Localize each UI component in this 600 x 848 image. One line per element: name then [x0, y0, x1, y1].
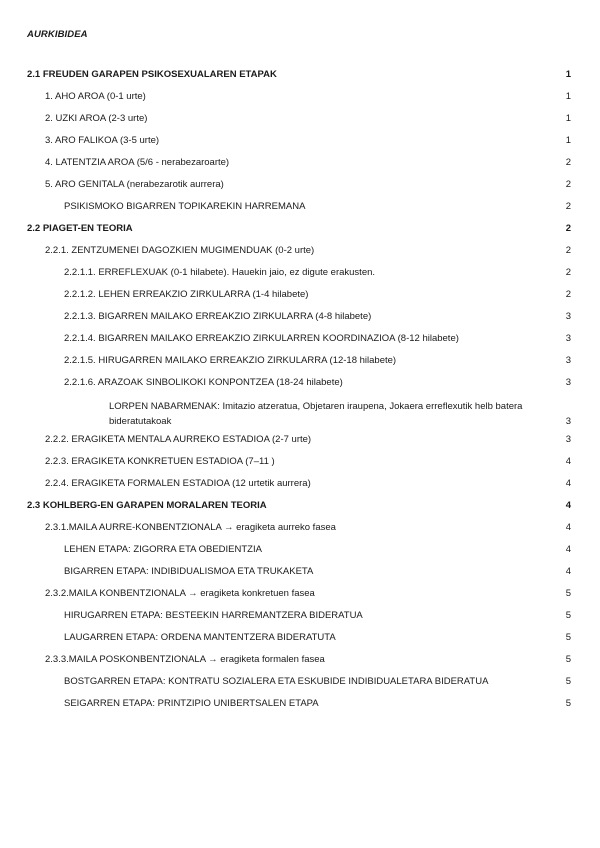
toc-entry[interactable] [27, 152, 571, 174]
toc-page-number: 2 [565, 179, 571, 190]
toc-title: AURKIBIDEA [27, 29, 88, 40]
toc-entry[interactable] [27, 539, 571, 561]
toc-page-number: 1 [565, 69, 571, 80]
toc-page-number: 1 [565, 135, 571, 146]
toc-page-number: 4 [565, 500, 571, 511]
toc-entry-text: 2.2.1.6. ARAZOAK SINBOLIKOKI KONPONTZEA (18-24 hilabete) [64, 377, 343, 388]
toc-entry[interactable] [27, 328, 571, 350]
toc-entry-text: 2.3 KOHLBERG-EN GARAPEN MORALAREN TEORIA [27, 500, 267, 511]
table-of-contents [27, 64, 571, 715]
toc-entry-text: 2.2.3. ERAGIKETA KONKRETUEN ESTADIOA (7–11 ) [45, 456, 275, 467]
toc-page-number: 5 [565, 676, 571, 687]
toc-entry[interactable] [27, 627, 571, 649]
toc-page-number: 1 [565, 91, 571, 102]
toc-entry-text: 2.2.1.4. BIGARREN MAILAKO ERREAKZIO ZIRKULARREN KOORDINAZIOA (8-12 hilabete) [64, 333, 459, 344]
toc-page-number: 2 [565, 223, 571, 234]
toc-page-number: 2 [565, 245, 571, 256]
toc-entry-text: 2.2.1.3. BIGARREN MAILAKO ERREAKZIO ZIRKULARRA (4-8 hilabete) [64, 311, 372, 322]
toc-entry[interactable] [27, 605, 571, 627]
toc-entry[interactable] [27, 429, 571, 451]
toc-page-number: 5 [565, 654, 571, 665]
toc-page-number: 3 [565, 434, 571, 445]
toc-entry[interactable] [27, 473, 571, 495]
toc-entry-text: 2.2 PIAGET-EN TEORIA [27, 223, 133, 234]
toc-entry-text: 2.2.1.5. HIRUGARREN MAILAKO ERREAKZIO ZIRKULARRA (12-18 hilabete) [64, 355, 397, 366]
toc-page-number: 4 [565, 522, 571, 533]
toc-entry-text: 3. ARO FALIKOA (3-5 urte) [45, 135, 160, 146]
toc-page-number: 3 [565, 377, 571, 388]
toc-entry-text: 4. LATENTZIA AROA (5/6 - nerabezaroarte) [45, 157, 230, 168]
toc-page-number: 5 [565, 588, 571, 599]
toc-entry[interactable] [27, 517, 571, 539]
toc-entry[interactable] [27, 130, 571, 152]
toc-entry[interactable] [27, 284, 571, 306]
toc-page-number: 2 [565, 201, 571, 212]
toc-page-number: 4 [565, 566, 571, 577]
toc-page-number: 3 [565, 416, 571, 427]
toc-entry[interactable] [27, 451, 571, 473]
toc-entry-text: LORPEN NABARMENAK: Imitazio atzeratua, Objetaren iraupena, Jokaera erreflexutik helb batera bideratutakoak [109, 401, 523, 427]
toc-page-number: 5 [565, 698, 571, 709]
toc-page-number: 2 [565, 267, 571, 278]
toc-entry-text: 1. AHO AROA (0-1 urte) [45, 91, 146, 102]
toc-page-number: 3 [565, 355, 571, 366]
toc-entry-text: 2.1 FREUDEN GARAPEN PSIKOSEXUALAREN ETAPAK [27, 69, 277, 80]
toc-entry-text: 2.2.2. ERAGIKETA MENTALA AURREKO ESTADIOA (2-7 urte) [45, 434, 312, 445]
toc-page-number: 2 [565, 157, 571, 168]
toc-entry[interactable] [27, 174, 571, 196]
toc-entry-text: LAUGARREN ETAPA: ORDENA MANTENTZERA BIDERATUTA [64, 632, 336, 643]
toc-page-number: 2 [565, 289, 571, 300]
toc-entry[interactable] [27, 108, 571, 130]
toc-entry-text: 2.2.1. ZENTZUMENEI DAGOZKIEN MUGIMENDUAK (0-2 urte) [45, 245, 315, 256]
toc-page-number: 1 [565, 113, 571, 124]
toc-entry-text: 2.2.1.2. LEHEN ERREAKZIO ZIRKULARRA (1-4 hilabete) [64, 289, 309, 300]
toc-entry[interactable] [27, 350, 571, 372]
toc-entry-text: LEHEN ETAPA: ZIGORRA ETA OBEDIENTZIA [64, 544, 262, 555]
toc-entry-text: 2.3.2.MAILA KONBENTZIONALA → eragiketa konkretuen fasea [45, 588, 315, 599]
toc-entry-text: 2.2.4. ERAGIKETA FORMALEN ESTADIOA (12 urtetik aurrera) [45, 478, 311, 489]
toc-entry[interactable] [27, 262, 571, 284]
toc-entry[interactable] [27, 86, 571, 108]
toc-entry-text: 2.3.3.MAILA POSKONBENTZIONALA → eragiketa formalen fasea [45, 654, 325, 665]
toc-entry-text: 2. UZKI AROA (2-3 urte) [45, 113, 148, 124]
toc-entry-text: 2.2.1.1. ERREFLEXUAK (0-1 hilabete). Hauekin jaio, ez digute erakusten. [64, 267, 376, 278]
toc-page-number: 4 [565, 456, 571, 467]
toc-entry[interactable] [27, 218, 571, 240]
toc-entry[interactable] [27, 372, 571, 394]
toc-page-number: 4 [565, 544, 571, 555]
toc-entry-text: 2.3.1.MAILA AURRE-KONBENTZIONALA → eragiketa aurreko fasea [45, 522, 336, 533]
toc-entry-text: HIRUGARREN ETAPA: BESTEEKIN HARREMANTZERA BIDERATUA [64, 610, 363, 621]
toc-entry-text: BIGARREN ETAPA: INDIBIDUALISMOA ETA TRUKAKETA [64, 566, 314, 577]
toc-entry[interactable] [27, 649, 571, 671]
toc-entry-text: PSIKISMOKO BIGARREN TOPIKAREKIN HARREMANA [64, 201, 306, 212]
toc-page-number: 4 [565, 478, 571, 489]
toc-page-number: 5 [565, 632, 571, 643]
toc-entry[interactable] [27, 693, 571, 715]
toc-entry[interactable] [27, 240, 571, 262]
toc-page-number: 5 [565, 610, 571, 621]
toc-page-number: 3 [565, 311, 571, 322]
toc-entry[interactable] [27, 495, 571, 517]
toc-entry[interactable] [27, 196, 571, 218]
toc-entry-text: 5. ARO GENITALA (nerabezarotik aurrera) [45, 179, 224, 190]
toc-entry-text: SEIGARREN ETAPA: PRINTZIPIO UNIBERTSALEN ETAPA [64, 698, 319, 709]
toc-entry[interactable] [27, 583, 571, 605]
toc-page-number: 3 [565, 333, 571, 344]
toc-entry-text: BOSTGARREN ETAPA: KONTRATU SOZIALERA ETA ESKUBIDE INDIBIDUALETARA BIDERATUA [64, 676, 489, 687]
toc-entry[interactable] [27, 64, 571, 86]
toc-entry[interactable] [27, 671, 571, 693]
toc-entry[interactable] [27, 561, 571, 583]
toc-entry[interactable] [27, 394, 571, 429]
toc-entry[interactable] [27, 306, 571, 328]
